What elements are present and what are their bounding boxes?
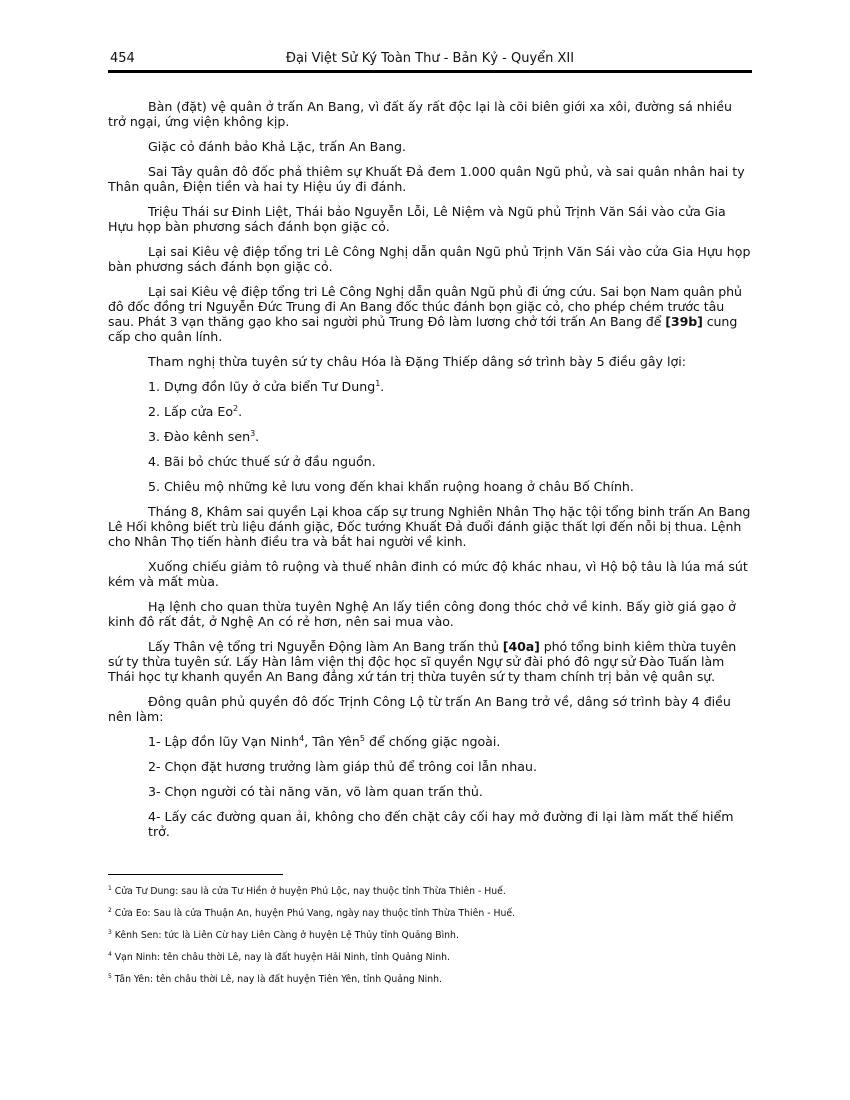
footnote-text: Kênh Sen: tức là Liên Cừ hay Liên Càng ở huyện Lệ Thủy tỉnh Quảng Bình. <box>111 930 459 941</box>
paragraph-text: cung cấp cho quân lính. <box>108 314 738 344</box>
footnote <box>108 930 753 942</box>
paragraph-text: Lại sai Kiêu vệ điệp tổng tri Lê Công Nghị dẫn quân Ngũ phủ đi ứng cứu. Sai bọn Nam quân phủ đô đốc đồng tri Nguyễn Đức Trung đi An Bang đốc thúc đánh bọn giặc cỏ, cho phép chém trước tâu sau. Phát 3 vạn thăng gạo kho sai người phủ Trung Đô làm lương chở tới trấn An Bang để <box>108 284 742 329</box>
list-item: 4- Lấy các đường quan ải, không cho đến chặt cây cối hay mở đường đi lại làm mất thế hiểm trở. <box>148 809 734 839</box>
list-item-text: 2. Lấp cửa Eo <box>148 404 234 419</box>
list-item <box>108 404 753 419</box>
page-body <box>108 99 753 849</box>
footnote-text: Tân Yên: tên châu thời Lê, nay là đất huyện Tiên Yên, tỉnh Quảng Ninh. <box>111 974 442 985</box>
footnote-number: 2 <box>108 906 112 914</box>
paragraph: Sai Tây quân đô đốc phả thiêm sự Khuất Đả đem 1.000 quân Ngũ phủ, và sai quân nhân hai ty Thân quân, Điện tiền và hai ty Hiệu úy đi đánh. <box>108 164 745 194</box>
footnote-ref: 4 <box>299 733 305 743</box>
list-item-text: 3. Đào kênh sen <box>148 429 251 444</box>
footnote <box>108 908 753 920</box>
list-item-text: để chống giặc ngoài. <box>365 734 501 749</box>
paragraph: Giặc cỏ đánh bảo Khả Lặc, trấn An Bang. <box>148 139 407 154</box>
list-item-end: . <box>255 429 260 444</box>
footnote <box>108 952 753 964</box>
paragraph: Tháng 8, Khâm sai quyền Lại khoa cấp sự trung Nghiên Nhân Thọ hặc tội tổng binh trấn An Bang Lê Hối không biết trù liệu đánh giặc, Đốc tướng Khuất Đả đuổi đánh giặc thất lợi đến nỗi bị thua. Lệnh cho Nhân Thọ tiến hành điều tra và bắt hai người về kinh. <box>108 504 751 549</box>
list-item <box>108 734 753 749</box>
list-item-text: , Tân Yên <box>304 734 360 749</box>
footnote-ref: 3 <box>250 428 256 438</box>
paragraph: Hạ lệnh cho quan thừa tuyên Nghệ An lấy tiền công đong thóc chở về kinh. Bấy giờ giá gạo ở kinh đô rất đắt, ở Nghệ An có rẻ hơn, nên sai mua vào. <box>108 599 736 629</box>
list-item <box>108 454 753 469</box>
footnote-ref: 5 <box>359 733 365 743</box>
folio-marker: [40a] <box>502 639 540 654</box>
list-item: 2- Chọn đặt hương trưởng làm giáp thủ để trông coi lẫn nhau. <box>148 759 537 774</box>
footnote-ref: 1 <box>375 378 381 388</box>
footnote <box>108 886 753 898</box>
list-item-text: 4. Bãi bỏ chức thuế sứ ở đầu nguồn. <box>148 454 376 469</box>
page-header <box>108 48 752 73</box>
list-item <box>108 479 753 494</box>
paragraph-text: phó tổng binh kiêm thừa tuyên sứ ty thừa tuyên sứ. Lấy Hàn lâm viện thị độc học sĩ quyền Ngự sử đài phó đô ngự sử Đào Tuấn làm Thái học tự khanh quyền An Bang đẳng xứ tán trị thừa tuyên sứ ty tham chính trị bản vệ quân sự. <box>108 639 737 684</box>
paragraph-with-marker <box>108 639 753 684</box>
list-item: 3- Chọn người có tài năng văn, võ làm quan trấn thủ. <box>148 784 483 799</box>
footnote-number: 5 <box>108 972 112 980</box>
paragraph: Bàn (đặt) vệ quân ở trấn An Bang, vì đất ấy rất độc lại là cõi biên giới xa xôi, đường sá nhiều trở ngại, ứng viện không kịp. <box>108 99 732 129</box>
list-item-text: 1- Lập đồn lũy Vạn Ninh <box>148 734 300 749</box>
list-item-end: . <box>380 379 385 394</box>
footnote-number: 4 <box>108 950 112 958</box>
folio-marker: [39b] <box>665 314 703 329</box>
paragraph-text: Lấy Thân vệ tổng tri Nguyễn Động làm An Bang trấn thủ <box>148 639 503 654</box>
paragraph: Đông quân phủ quyền đô đốc Trịnh Công Lộ từ trấn An Bang trở về, dâng sớ trình bày 4 điều nên làm: <box>108 694 731 724</box>
footnote-divider <box>108 874 283 875</box>
footnote-number: 3 <box>108 928 112 936</box>
running-title: Đại Việt Sử Ký Toàn Thư - Bản Kỷ - Quyển XII <box>285 51 575 66</box>
footnote-ref: 2 <box>233 403 239 413</box>
paragraph-with-marker <box>108 284 753 344</box>
paragraph: Triệu Thái sư Đinh Liệt, Thái bảo Nguyễn Lỗi, Lê Niệm và Ngũ phủ Trịnh Văn Sái vào cửa Gia Hựu họp bàn phương sách đánh bọn giặc cỏ. <box>108 204 726 234</box>
footnotes <box>108 886 753 996</box>
paragraph: Xuống chiếu giảm tô ruộng và thuế nhân đinh có mức độ khác nhau, vì Hộ bộ tâu là lúa má sút kém và mất mùa. <box>108 559 748 589</box>
paragraph: Lại sai Kiêu vệ điệp tổng tri Lê Công Nghị dẫn quân Ngũ phủ Trịnh Văn Sái vào cửa Gia Hựu họp bàn phương sách đánh bọn giặc cỏ. <box>108 244 751 274</box>
footnote <box>108 974 753 986</box>
list-item-text: 1. Dựng đồn lũy ở cửa biển Tư Dung <box>148 379 376 394</box>
footnote-text: Cửa Tư Dung: sau là cửa Tư Hiền ở huyện Phú Lộc, nay thuộc tỉnh Thừa Thiên - Huế. <box>111 886 506 897</box>
footnote-number: 1 <box>108 884 112 892</box>
list-item <box>108 429 753 444</box>
paragraph: Tham nghị thừa tuyên sứ ty châu Hóa là Đặng Thiếp dâng sớ trình bày 5 điều gây lợi: <box>148 354 686 369</box>
page-number: 454 <box>110 51 135 66</box>
footnote-text: Vạn Ninh: tên châu thời Lê, nay là đất huyện Hải Ninh, tỉnh Quảng Ninh. <box>111 952 450 963</box>
list-item <box>108 379 753 394</box>
list-item-end: . <box>238 404 243 419</box>
list-item-text: 5. Chiêu mộ những kẻ lưu vong đến khai khẩn ruộng hoang ở châu Bố Chính. <box>148 479 634 494</box>
footnote-text: Cửa Eo: Sau là cửa Thuận An, huyện Phú Vang, ngày nay thuộc tỉnh Thừa Thiên - Huế. <box>111 908 516 919</box>
